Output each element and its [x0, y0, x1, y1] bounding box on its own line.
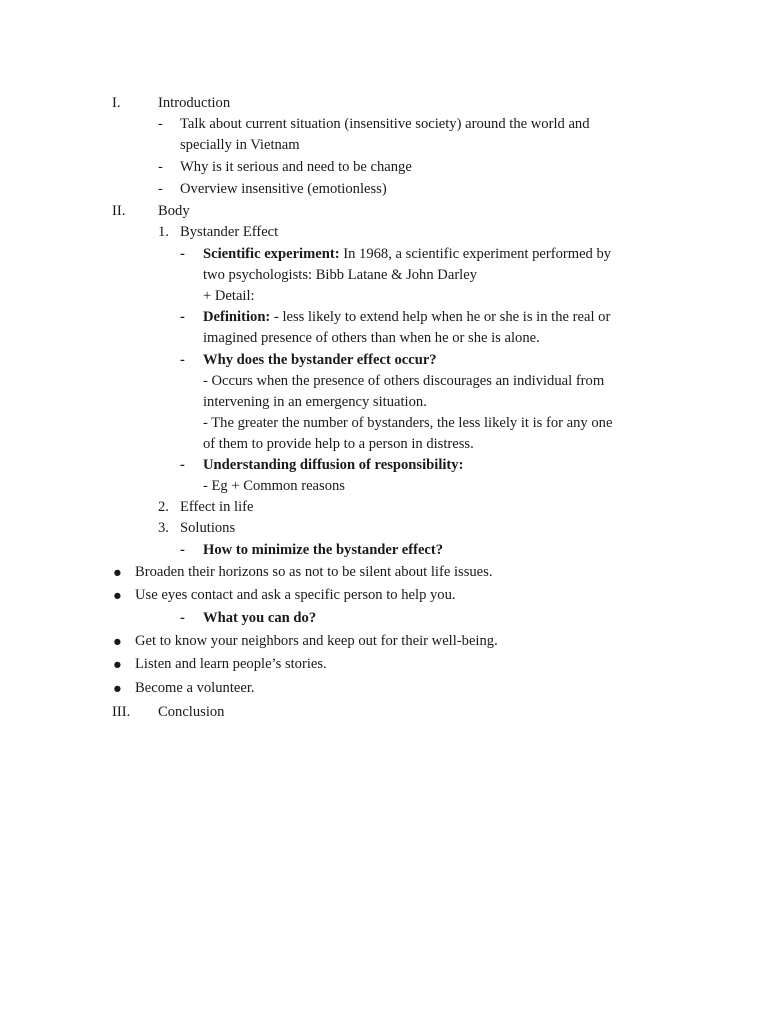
- point-heading: How to minimize the bystander effect?: [203, 542, 444, 558]
- bullet-dot-icon: ●: [113, 565, 122, 581]
- bullet-dot-icon: ●: [113, 681, 122, 697]
- bullet-dot-icon: ●: [113, 657, 122, 673]
- bullet-dot-icon: ●: [113, 634, 122, 650]
- dash-marker: -: [158, 159, 163, 175]
- dash-marker: -: [180, 610, 185, 626]
- section-title: Introduction: [158, 95, 231, 111]
- point-line: + Detail:: [203, 288, 255, 304]
- bullet-dot-icon: ●: [113, 588, 122, 604]
- list-item: Use eyes contact and ask a specific person to help you.: [135, 587, 456, 603]
- dash-marker: -: [180, 309, 185, 325]
- point-line: - Occurs when the presence of others discourages an individual from: [203, 373, 605, 389]
- list-item: Listen and learn people’s stories.: [135, 656, 327, 672]
- point-line: two psychologists: Bibb Latane & John Darley: [203, 267, 478, 283]
- point-heading: What you can do?: [203, 610, 317, 626]
- intro-item-line: Talk about current situation (insensitive society) around the world and: [180, 116, 590, 132]
- intro-item-line: Why is it serious and need to be change: [180, 159, 412, 175]
- point-line: of them to provide help to a person in distress.: [203, 436, 474, 452]
- subsection-title: Solutions: [180, 520, 236, 536]
- point-line: - Eg + Common reasons: [203, 478, 345, 494]
- list-item: Get to know your neighbors and keep out for their well-being.: [135, 633, 498, 649]
- point-line: - The greater the number of bystanders, the less likely it is for any one: [203, 415, 613, 431]
- subsection-number: 2.: [158, 499, 169, 515]
- section-number: I.: [112, 95, 121, 111]
- subsection-title: Effect in life: [180, 499, 254, 515]
- point-text: In 1968, a scientific experiment performed by: [339, 246, 612, 262]
- point-heading: Definition:: [203, 309, 271, 325]
- point-line: intervening in an emergency situation.: [203, 394, 427, 410]
- dash-marker: -: [180, 246, 185, 262]
- section-title: Body: [158, 203, 190, 219]
- dash-marker: -: [180, 352, 185, 368]
- point-line: imagined presence of others than when he or she is alone.: [203, 330, 540, 346]
- list-item: Become a volunteer.: [135, 680, 255, 696]
- dash-marker: -: [158, 116, 163, 132]
- point-heading: Why does the bystander effect occur?: [203, 352, 437, 368]
- point-line: [203, 244, 611, 265]
- subsection-number: 1.: [158, 224, 169, 240]
- dash-marker: -: [158, 181, 163, 197]
- list-item: Broaden their horizons so as not to be silent about life issues.: [135, 564, 493, 580]
- section-number: II.: [112, 203, 126, 219]
- point-line: [203, 307, 610, 328]
- point-text: - less likely to extend help when he or she is in the real or: [270, 309, 611, 325]
- dash-marker: -: [180, 457, 185, 473]
- point-heading: Scientific experiment:: [203, 246, 340, 262]
- dash-marker: -: [180, 542, 185, 558]
- point-heading: Understanding diffusion of responsibility:: [203, 457, 464, 473]
- section-number: III.: [112, 704, 131, 720]
- intro-item-line: Overview insensitive (emotionless): [180, 181, 387, 197]
- intro-item-line: specially in Vietnam: [180, 137, 300, 153]
- section-title: Conclusion: [158, 704, 225, 720]
- subsection-title: Bystander Effect: [180, 224, 279, 240]
- subsection-number: 3.: [158, 520, 169, 536]
